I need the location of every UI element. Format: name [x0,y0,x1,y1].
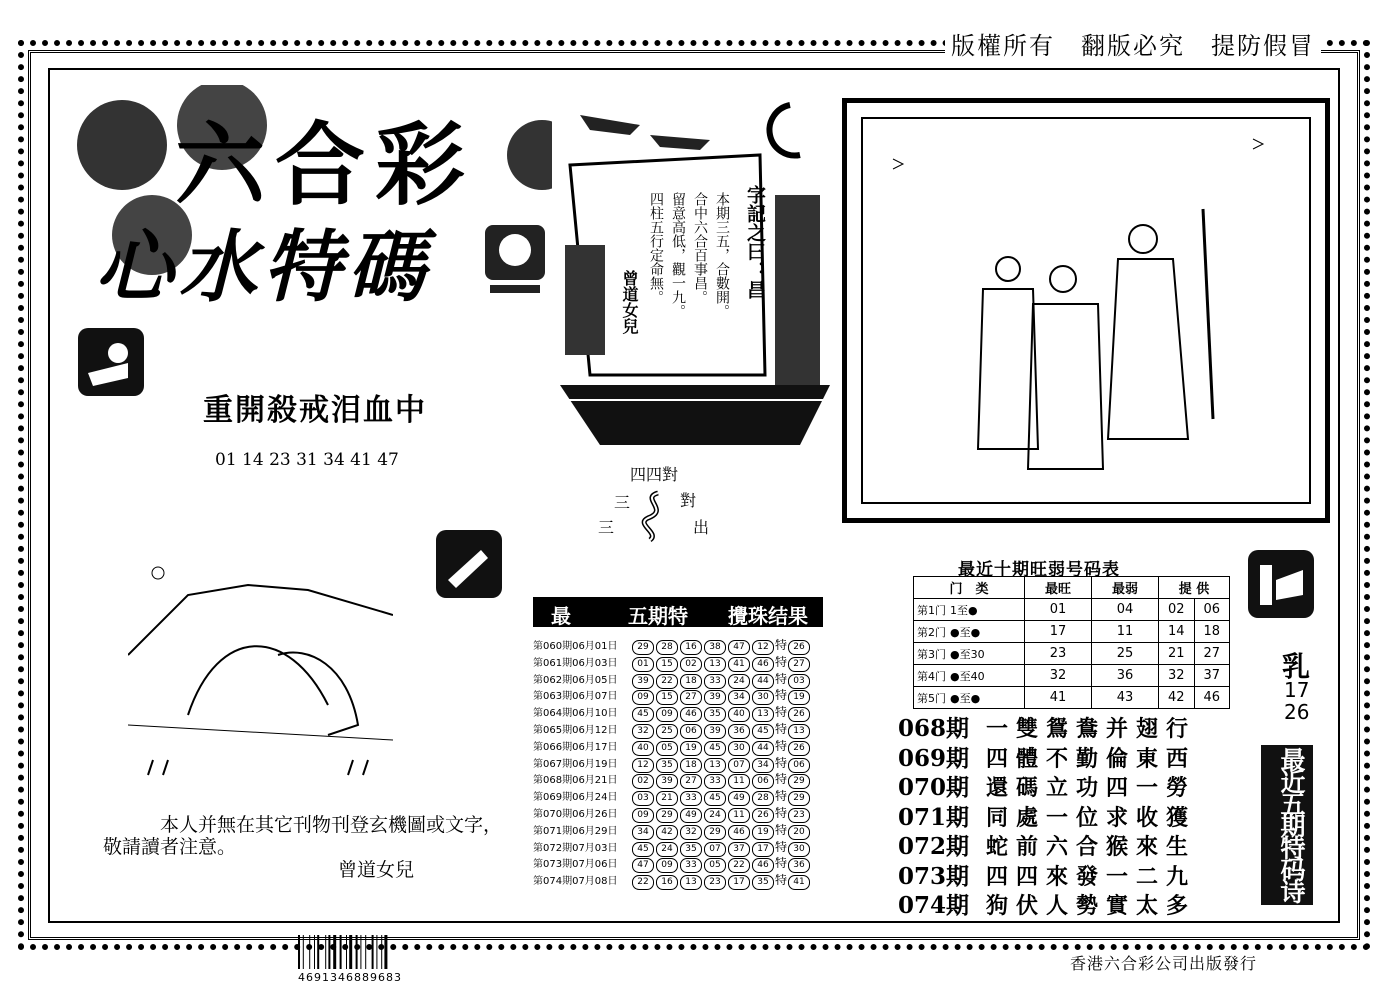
result-ball: 32 [680,825,702,840]
result-ball: 15 [656,690,678,705]
result-row [533,636,833,653]
poem-row [898,769,1218,799]
special-label: 特 [775,654,788,669]
result-ball: 17 [752,842,774,857]
barcode-bars [298,935,418,969]
special-ball: 29 [788,791,810,806]
result-ball: 13 [752,707,774,722]
result-ball: 45 [632,842,654,857]
result-ball: 29 [656,808,678,823]
result-issue: 第072期07月03日 [533,842,618,854]
rank-tip2: 27 [1194,643,1230,665]
result-ball: 34 [632,825,654,840]
horse-rider-illustration [128,565,393,790]
rank-tip1: 32 [1159,665,1195,687]
result-ball: 39 [656,774,678,789]
notice-line1: 本人并無在其它刊物刊登玄機圖或文字， [160,814,503,836]
result-ball: 11 [728,808,750,823]
results-title-part: 攪珠结果 [728,604,808,628]
result-ball: 09 [632,808,654,823]
special-ball: 13 [788,724,810,739]
barcode-bar [346,935,347,969]
result-ball: 35 [656,758,678,773]
copyright-notice: 版權所有 翻版必究 提防假冒 [945,26,1321,61]
result-ball: 09 [656,707,678,722]
rank-row [914,687,1230,709]
vertical-title: 最近五期特码诗 [1277,747,1306,901]
rank-cold: 36 [1092,665,1159,687]
result-ball: 47 [632,858,654,873]
door-label: 第2门 [917,625,946,639]
result-ball: 24 [704,808,726,823]
result-ball: 02 [680,657,702,672]
result-ball: 39 [704,690,726,705]
result-ball: 46 [752,858,774,873]
result-ball: 27 [680,690,702,705]
result-ball: 33 [680,791,702,806]
result-issue: 第070期06月26日 [533,808,618,820]
door-range: 1至● [950,603,978,617]
result-issue: 第073期07月06日 [533,859,618,871]
result-row [533,653,833,670]
rank-door [914,621,1025,643]
rank-hot: 01 [1025,599,1092,621]
result-ball: 13 [680,875,702,890]
rank-tip2: 18 [1194,621,1230,643]
result-ball: 37 [728,842,750,857]
rank-row [914,665,1230,687]
special-label: 特 [775,873,788,888]
result-ball: 33 [704,674,726,689]
barcode-bar [349,935,352,969]
result-ball: 46 [752,657,774,672]
poem-text: 四四來發一二九 [986,863,1197,890]
result-ball: 12 [632,758,654,773]
rank-cold: 04 [1092,599,1159,621]
barcode-bar [314,935,315,969]
result-ball: 06 [680,724,702,739]
publisher: 香港六合彩公司出版發行 [1070,954,1258,973]
special-label: 特 [775,688,788,703]
rank-hot: 32 [1025,665,1092,687]
side-number: 17 [1284,678,1310,702]
snake-word-c: 對 [680,491,697,510]
result-ball: 35 [680,842,702,857]
result-row [533,838,833,855]
rank-door [914,599,1025,621]
result-ball: 45 [632,707,654,722]
result-ball: 38 [704,640,726,655]
result-ball: 12 [752,640,774,655]
barcode-bar [309,935,310,969]
result-ball: 34 [752,758,774,773]
result-ball: 22 [632,875,654,890]
title-sub: 心水特碼 [95,223,432,313]
pointing-hand-icon [1248,550,1314,618]
result-issue: 第065期06月12日 [533,724,618,736]
door-label: 第5门 [917,691,946,705]
pot-icon [480,220,550,300]
result-ball: 30 [728,741,750,756]
special-label: 特 [775,839,788,854]
result-row [533,854,833,871]
result-ball: 32 [632,724,654,739]
result-ball: 46 [728,825,750,840]
result-row [533,871,833,888]
rank-hot: 23 [1025,643,1092,665]
result-ball: 26 [752,808,774,823]
results-title-bar [533,597,823,627]
special-ball: 06 [788,758,810,773]
title-main: 六合彩 [175,113,475,218]
result-ball: 24 [728,674,750,689]
result-issue: 第067期06月19日 [533,758,618,770]
special-label: 特 [775,638,788,652]
result-ball: 33 [704,774,726,789]
result-ball: 29 [632,640,654,655]
special-label: 特 [775,705,788,720]
rank-cold: 43 [1092,687,1159,709]
result-ball: 28 [752,791,774,806]
poem-row [898,740,1218,770]
special-ball: 03 [788,674,810,689]
result-ball: 46 [680,707,702,722]
snake-word-d: 三 [598,518,615,537]
result-ball: 19 [752,825,774,840]
barcode-bar [340,935,342,969]
rank-cold: 11 [1092,621,1159,643]
snake-word-b: 三 [614,493,631,512]
barcode-bar [303,935,304,969]
poem-issue: 074期 [898,892,970,919]
poem-issue: 069期 [898,744,970,772]
special-label: 特 [775,671,788,686]
result-ball: 44 [752,741,774,756]
result-ball: 47 [728,640,750,655]
poem-list [898,710,1218,917]
result-ball: 13 [704,657,726,672]
result-ball: 49 [728,791,750,806]
result-row [533,754,833,771]
result-ball: 02 [632,774,654,789]
rank-tip1: 21 [1159,643,1195,665]
result-ball: 45 [704,791,726,806]
rank-row [914,599,1230,621]
result-ball: 34 [728,690,750,705]
poem-row [898,858,1218,888]
pointing-hand-icon [78,328,144,396]
rank-tip1: 42 [1159,687,1195,709]
door-label: 第4门 [917,669,946,683]
result-issue: 第069期06月24日 [533,792,618,804]
barcode-bar [325,935,326,969]
result-ball: 42 [656,825,678,840]
rank-table [913,576,1230,709]
result-ball: 16 [656,875,678,890]
special-label: 特 [775,822,788,837]
poem-text: 四體不勤倫東西 [986,745,1197,772]
poem-text: 同處一位求收獲 [986,804,1197,831]
poem-line: 四柱五行定命無。 [648,192,664,304]
special-ball: 41 [788,875,810,890]
snake-word-e: 出 [693,518,710,537]
poem-text: 蛇前六合猴來生 [986,834,1197,860]
poem-row [898,828,1218,858]
riddle-numbers: 01 14 23 31 34 41 47 [215,450,399,470]
result-ball: 15 [656,657,678,672]
riddle-text: 重開殺戒泪血中 [203,393,427,428]
barcode-bar [376,935,377,969]
special-label: 特 [775,856,788,871]
pointing-hand-icon [436,530,502,598]
result-ball: 25 [656,724,678,739]
result-ball: 40 [728,707,750,722]
rank-door [914,665,1025,687]
result-ball: 45 [752,724,774,739]
rank-tip2: 06 [1194,599,1230,621]
poem-text: 還碼立功四一勞 [986,775,1197,801]
barcode-bar [360,935,361,969]
barcode-bar [372,935,374,969]
poem-line: 合中六合百事昌。 [692,192,708,304]
result-issue: 第068期06月21日 [533,775,618,787]
result-ball: 22 [728,858,750,873]
rank-header: 最弱 [1092,577,1159,599]
result-ball: 05 [656,741,678,756]
result-ball: 28 [656,640,678,655]
special-ball: 26 [788,707,810,722]
result-issue: 第066期06月17日 [533,741,618,753]
rank-header-row [914,577,1230,599]
result-ball: 01 [632,657,654,672]
result-ball: 05 [704,858,726,873]
result-row [533,804,833,821]
notice-signature: 曾道女兒 [338,859,415,881]
poem-lines [645,192,733,362]
barcode-number: 4691346889683 [298,971,402,984]
result-ball: 09 [632,690,654,705]
result-row [533,821,833,838]
result-ball: 35 [752,875,774,890]
result-ball: 35 [704,707,726,722]
special-ball: 27 [788,657,810,672]
result-issue: 第071期06月29日 [533,825,618,837]
barcode-bar [333,935,336,969]
scholars-illustration [842,98,1330,523]
result-ball: 49 [680,808,702,823]
poem-issue: 071期 [898,803,970,831]
rank-table-wrap [913,576,1230,709]
rank-door [914,687,1025,709]
special-ball: 20 [788,825,810,840]
result-issue: 第060期06月01日 [533,641,618,652]
result-row [533,720,833,737]
result-row [533,770,833,787]
rank-hot: 17 [1025,621,1092,643]
result-ball: 44 [752,674,774,689]
result-ball: 22 [656,674,678,689]
result-ball: 21 [656,791,678,806]
door-range: ●至● [950,625,981,639]
rank-cold: 25 [1092,643,1159,665]
result-issue: 第063期06月07日 [533,691,618,703]
special-ball: 19 [788,690,810,705]
result-issue: 第074期07月08日 [533,876,618,888]
snake-word-a: 四四對 [630,465,679,484]
poem-row [898,710,1218,740]
special-ball: 36 [788,858,810,873]
notice-line2: 敬請讀者注意。 [103,836,237,858]
result-ball: 18 [680,674,702,689]
snake-icon [630,488,680,543]
door-range: ●至30 [950,647,985,661]
poem-line: 留意高低，觀一九。 [670,192,686,318]
special-label: 特 [775,721,788,736]
poem-line: 本期三五，合數開。 [714,192,730,318]
rank-tip2: 46 [1194,687,1230,709]
result-ball: 23 [704,875,726,890]
result-ball: 18 [680,758,702,773]
rank-tip1: 02 [1159,599,1195,621]
result-row [533,737,833,754]
result-issue: 第064期06月10日 [533,708,618,720]
result-row [533,670,833,687]
result-ball: 41 [728,657,750,672]
special-label: 特 [775,738,788,753]
special-label: 特 [775,772,788,787]
barcode-bar [384,935,387,969]
result-row [533,703,833,720]
rank-hot: 41 [1025,687,1092,709]
special-ball: 23 [788,808,810,823]
special-ball: 26 [788,741,810,756]
rank-tip1: 14 [1159,621,1195,643]
result-ball: 30 [752,690,774,705]
result-ball: 40 [632,741,654,756]
result-ball: 07 [704,842,726,857]
result-ball: 17 [728,875,750,890]
special-ball: 30 [788,842,810,857]
barcode-bar [381,935,382,969]
result-issue: 第061期06月03日 [533,657,618,669]
poem-issue: 068期 [898,715,970,742]
result-ball: 27 [680,774,702,789]
barcode-bar [298,935,300,969]
poem-title: 字記之曰：昌 [744,185,766,299]
rank-table-title: 最近十期旺弱号码表 [958,560,1120,580]
poem-row [898,799,1218,829]
side-number: 26 [1284,700,1310,724]
barcode-bar [328,935,330,969]
rank-row [914,643,1230,665]
results-title-part: 五期特 [628,604,688,628]
result-ball: 09 [656,858,678,873]
door-label: 第1门 [917,603,946,617]
result-ball: 45 [704,741,726,756]
poem-issue: 070期 [898,774,970,801]
result-ball: 29 [704,825,726,840]
door-range: ●至● [950,691,981,705]
barcode-bar [356,935,358,969]
barcode [298,935,418,984]
barcode-bar [365,935,366,969]
rank-header: 门 类 [914,577,1025,599]
rank-door [914,643,1025,665]
result-ball: 07 [728,758,750,773]
door-label: 第3门 [917,647,946,661]
results-title-part: 最 [551,604,571,628]
special-label: 特 [775,789,788,804]
special-label: 特 [775,755,788,770]
special-label: 特 [775,805,788,820]
result-ball: 39 [704,724,726,739]
special-ball: 26 [788,640,810,655]
poem-text: 一雙鴛鴦并翅行 [986,716,1197,742]
result-ball: 16 [680,640,702,655]
result-ball: 39 [632,674,654,689]
results-list [533,636,833,888]
poem-text: 狗伏人勢實太多 [986,893,1197,919]
result-issue: 第062期06月05日 [533,674,618,686]
rank-header: 最旺 [1025,577,1092,599]
result-row [533,686,833,703]
poem-issue: 072期 [898,833,970,860]
result-ball: 24 [656,842,678,857]
result-ball: 36 [728,724,750,739]
result-ball: 33 [680,858,702,873]
result-ball: 11 [728,774,750,789]
result-ball: 06 [752,774,774,789]
rank-row [914,621,1230,643]
poem-row [898,887,1218,917]
rank-header: 提 供 [1159,577,1230,599]
special-ball: 29 [788,774,810,789]
rank-tip2: 37 [1194,665,1230,687]
door-range: ●至40 [950,669,985,683]
vertical-title-box [1261,745,1313,905]
result-ball: 13 [704,758,726,773]
poem-signature: 曾道女兒 [620,270,639,334]
poem-issue: 073期 [898,862,970,890]
result-ball: 03 [632,791,654,806]
barcode-bar [317,935,319,969]
result-ball: 19 [680,741,702,756]
side-label: 乳 [1282,650,1311,683]
result-row [533,787,833,804]
